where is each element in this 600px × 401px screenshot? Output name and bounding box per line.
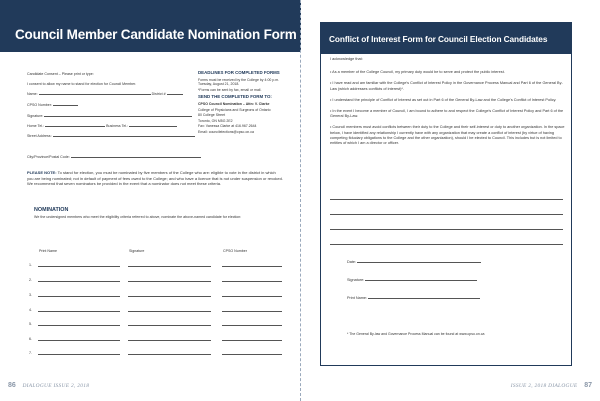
conflict-write-line[interactable] xyxy=(330,199,563,200)
conflict-write-line[interactable] xyxy=(330,214,563,215)
left-page-header xyxy=(0,0,301,52)
address-line-3: 80 College Street xyxy=(198,113,226,118)
conflict-form-header xyxy=(321,23,571,54)
row-number: 5. xyxy=(29,322,32,326)
deadlines-heading: DEADLINES FOR COMPLETED FORMS xyxy=(198,70,280,75)
cpso-line[interactable] xyxy=(53,103,78,106)
conflict-statements xyxy=(330,57,565,152)
home-tel-line[interactable] xyxy=(45,124,105,127)
city-line[interactable] xyxy=(71,155,201,158)
signature-line[interactable] xyxy=(44,114,192,117)
statement-item: • As a member of the College Council, my primary duty would be to serve and protect the public interest. xyxy=(330,70,505,75)
signature-line[interactable] xyxy=(128,354,211,355)
signature-line[interactable] xyxy=(128,296,211,297)
conflict-write-line[interactable] xyxy=(330,229,563,230)
left-page-number: 86 xyxy=(8,382,16,389)
signature-line[interactable] xyxy=(128,281,211,282)
row-number: 2. xyxy=(29,278,32,282)
send-to-heading: SEND THE COMPLETED FORM TO: xyxy=(198,94,272,100)
address-line-4: Toronto, ON M5G 2E2 xyxy=(198,118,233,123)
district-label: District # xyxy=(151,92,166,96)
nomination-form-title: Council Member Candidate Nomination Form xyxy=(15,27,297,42)
conflict-form-title: Conflict of Interest Form for Council Election Candidates xyxy=(329,34,548,44)
coi-print-name-line[interactable] xyxy=(368,296,480,299)
col-print-name: Print Name xyxy=(39,249,57,253)
city-label: City/Province/Postal Code: xyxy=(27,155,70,159)
right-publication-name: ISSUE 2, 2018 DIALOGUE xyxy=(510,383,578,389)
coi-signature-line[interactable] xyxy=(365,278,477,281)
cpso-number-line[interactable] xyxy=(222,340,282,341)
name-field[interactable] xyxy=(27,92,183,96)
row-number: 7. xyxy=(29,351,32,355)
cpso-number-line[interactable] xyxy=(222,325,282,326)
left-publication-name: DIALOGUE ISSUE 2, 2018 xyxy=(22,383,90,389)
phone-fields[interactable] xyxy=(27,124,177,128)
right-page-footer xyxy=(511,382,592,389)
name-line[interactable] xyxy=(39,92,151,95)
signature-line[interactable] xyxy=(128,325,211,326)
deadline-text: Forms must be received by the College by 4:00 p.m. Tuesday, August 21, 2018. xyxy=(198,77,280,87)
page-gutter-divider xyxy=(300,0,301,401)
please-note-paragraph xyxy=(27,170,283,187)
date-label: Date: xyxy=(347,260,357,264)
print-name-line[interactable] xyxy=(38,340,120,341)
fax-line: Fax: Vanessa Clarke at 416.967.2644 xyxy=(198,124,257,129)
statement-item: • I understand the principle of Conflict of Interest as set out in Part 6 of the General By-Law and the College's Conflict of Interest Policy. xyxy=(330,97,557,102)
col-cpso-number: CPSO Number xyxy=(223,249,247,253)
print-name-line[interactable] xyxy=(38,266,120,267)
col-signature: Signature xyxy=(129,249,145,253)
row-number: 1. xyxy=(29,263,32,267)
print-name-line[interactable] xyxy=(38,296,120,297)
city-field[interactable] xyxy=(27,155,201,159)
print-name-line[interactable] xyxy=(38,354,120,355)
cpso-number-line[interactable] xyxy=(222,296,282,297)
row-number: 4. xyxy=(29,308,32,312)
cpso-number-line[interactable] xyxy=(222,311,282,312)
right-page-number: 87 xyxy=(584,382,592,389)
print-name-line[interactable] xyxy=(38,311,120,312)
print-name-line[interactable] xyxy=(38,281,120,282)
email-line: Email: councilelections@cpso.on.ca xyxy=(198,129,254,134)
signature-field[interactable] xyxy=(27,114,192,118)
cpso-number-line[interactable] xyxy=(222,281,282,282)
business-tel-label: Business Tel.: xyxy=(106,124,129,128)
cpso-number-line[interactable] xyxy=(222,354,282,355)
date-field[interactable] xyxy=(347,260,481,264)
name-label: Name: xyxy=(27,92,38,96)
row-number: 3. xyxy=(29,293,32,297)
deadline-methods: *Forms can be sent by fax, email or mail. xyxy=(198,87,262,92)
signature-line[interactable] xyxy=(128,340,211,341)
home-tel-label: Home Tel.: xyxy=(27,124,45,128)
signature-line[interactable] xyxy=(128,266,211,267)
street-address-field[interactable] xyxy=(27,134,195,138)
row-number: 6. xyxy=(29,337,32,341)
consent-intro: Candidate Consent – Please print or type: xyxy=(27,72,94,76)
cpso-number-field[interactable] xyxy=(27,103,78,107)
acknowledge-heading: I acknowledge that: xyxy=(330,57,363,61)
district-line[interactable] xyxy=(167,92,183,95)
please-note-text: To stand for election, you must be nominated by five members of the College who are: eligible to vote in the district in which you are being nominated; not in default of payment of fees owed to the College; and who have a licence that is not under suspension or revoked. We recommend that seven nominators be provided in the event that a nominator does not meet these criteria. xyxy=(27,170,283,186)
cpso-number-line[interactable] xyxy=(222,266,282,267)
consent-statement: I consent to allow my name to stand for election for Council Member. xyxy=(27,82,137,86)
bylaw-footnote: * The General By-law and Governance Process Manual can be found at www.cpso.on.ca xyxy=(347,332,485,336)
nomination-description: We the undersigned members who meet the eligibility criteria referred to above, nominate the above-named candidate for election: xyxy=(34,215,242,219)
date-line[interactable] xyxy=(357,260,481,263)
conflict-write-line[interactable] xyxy=(330,244,563,245)
address-line-2: College of Physicians and Surgeons of Ontario xyxy=(198,107,271,112)
statement-item: • I have read and am familiar with the College's Conflict of Interest Policy in the Governance Process Manual and Part 6 of the General By-Law (which addresses conflicts of interest)*. xyxy=(330,81,563,91)
cpso-label: CPSO Number: xyxy=(27,103,52,107)
coi-print-name-field[interactable] xyxy=(347,296,480,300)
street-line[interactable] xyxy=(53,134,195,137)
coi-signature-field[interactable] xyxy=(347,278,477,282)
business-tel-line[interactable] xyxy=(129,124,177,127)
nomination-heading: NOMINATION xyxy=(34,207,69,213)
statement-item: • Council members must avoid conflicts between their duty to the College and their self-interest or duty to another organization. In the space below, I have identified any relationship I currently have with any organization that may create a conflict of interest (by virtue of having competing fiduciary obligations to the College and the other organization), should I be elected to Council. This includes but is not limited to entities of which I am a director or officer. xyxy=(330,125,565,146)
print-name-line[interactable] xyxy=(38,325,120,326)
street-label: Street Address: xyxy=(27,134,52,138)
coi-signature-label: Signature: xyxy=(347,278,365,282)
left-page-footer xyxy=(8,382,89,389)
address-line-1: CPSO Council Nomination – Attn: V. Clarke xyxy=(198,101,270,106)
coi-print-name-label: Print Name: xyxy=(347,296,368,300)
signature-label: Signature: xyxy=(27,114,44,118)
signature-line[interactable] xyxy=(128,311,211,312)
deadlines-box xyxy=(198,71,288,136)
please-note-label: PLEASE NOTE: xyxy=(27,170,57,175)
statement-item: • In the event I become a member of Council, I am bound to adhere to and respect the College's Conflict of Interest Policy and Part 6 of the General By-Law. xyxy=(330,109,564,119)
